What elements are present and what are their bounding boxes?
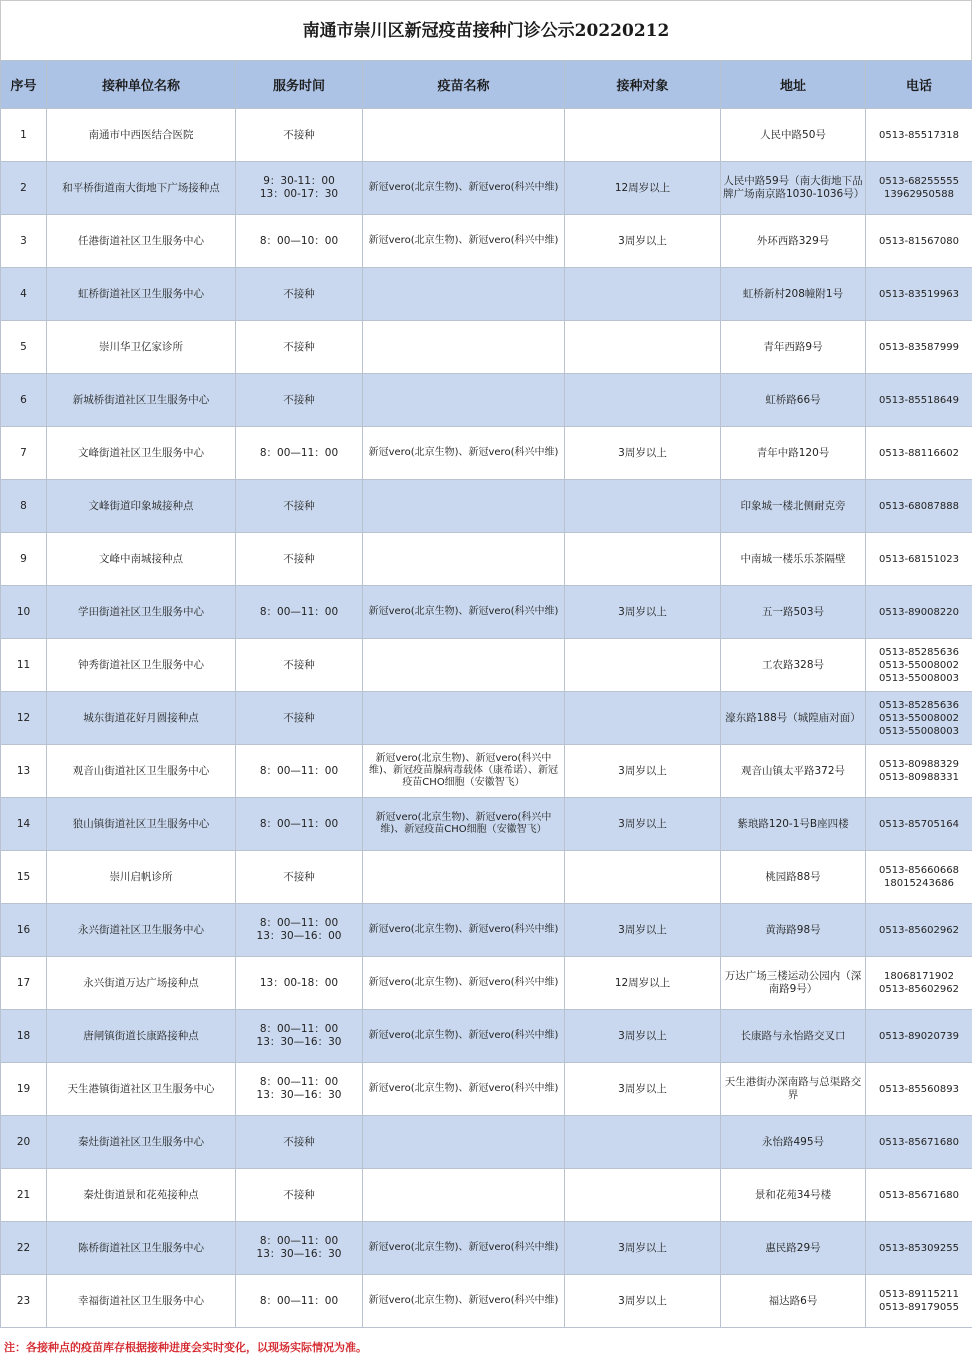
row-number: 17 <box>1 957 47 1010</box>
table-header-row <box>1 61 972 109</box>
clinic-name: 崇川启帆诊所 <box>47 851 236 904</box>
table-row <box>1 321 972 374</box>
clinic-phone: 0513-85671680 <box>866 1169 972 1222</box>
clinic-name: 秦灶街道社区卫生服务中心 <box>47 1116 236 1169</box>
service-time: 不接种 <box>236 109 363 162</box>
row-number: 16 <box>1 904 47 957</box>
table-row <box>1 268 972 321</box>
table-row <box>1 586 972 639</box>
clinic-address: 长康路与永怡路交叉口 <box>721 1010 866 1063</box>
clinic-address: 福达路6号 <box>721 1275 866 1328</box>
service-time: 不接种 <box>236 480 363 533</box>
table-row <box>1 480 972 533</box>
vaccine-names: 新冠vero(北京生物)、新冠vero(科兴中维) <box>363 586 565 639</box>
clinic-address: 人民中路50号 <box>721 109 866 162</box>
clinic-name: 学田街道社区卫生服务中心 <box>47 586 236 639</box>
target-group <box>565 639 721 692</box>
clinic-phone: 0513-68255555 13962950588 <box>866 162 972 215</box>
table-row <box>1 957 972 1010</box>
vaccine-names: 新冠vero(北京生物)、新冠vero(科兴中维) <box>363 1275 565 1328</box>
column-header-name: 接种单位名称 <box>47 61 236 109</box>
table-row <box>1 533 972 586</box>
table-row <box>1 1010 972 1063</box>
clinic-address: 惠民路29号 <box>721 1222 866 1275</box>
target-group <box>565 533 721 586</box>
clinic-name: 唐闸镇街道长康路接种点 <box>47 1010 236 1063</box>
service-time: 8：00—11：00 13：30—16：30 <box>236 1063 363 1116</box>
clinic-phone: 0513-85671680 <box>866 1116 972 1169</box>
clinic-name: 南通市中西医结合医院 <box>47 109 236 162</box>
target-group <box>565 374 721 427</box>
row-number: 10 <box>1 586 47 639</box>
row-number: 11 <box>1 639 47 692</box>
clinic-phone: 0513-85285636 0513-55008002 0513-55008003 <box>866 639 972 692</box>
clinic-phone: 0513-85602962 <box>866 904 972 957</box>
clinic-address: 桃园路88号 <box>721 851 866 904</box>
target-group <box>565 1116 721 1169</box>
row-number: 19 <box>1 1063 47 1116</box>
vaccine-names <box>363 374 565 427</box>
table-row <box>1 1275 972 1328</box>
target-group: 3周岁以上 <box>565 1222 721 1275</box>
column-header-time: 服务时间 <box>236 61 363 109</box>
service-time: 8：00—11：00 13：30—16：30 <box>236 1222 363 1275</box>
vaccine-names: 新冠vero(北京生物)、新冠vero(科兴中维) <box>363 162 565 215</box>
target-group: 12周岁以上 <box>565 957 721 1010</box>
clinic-phone: 0513-88116602 <box>866 427 972 480</box>
clinic-name: 城东街道花好月圆接种点 <box>47 692 236 745</box>
target-group: 3周岁以上 <box>565 904 721 957</box>
target-group <box>565 480 721 533</box>
clinic-address: 濠东路188号（城隍庙对面） <box>721 692 866 745</box>
clinic-address: 中南城一楼乐乐茶隔壁 <box>721 533 866 586</box>
footnote: 注：各接种点的疫苗库存根据接种进度会实时变化，以现场实际情况为准。 <box>0 1328 972 1368</box>
service-time: 不接种 <box>236 1116 363 1169</box>
column-header-vaccine: 疫苗名称 <box>363 61 565 109</box>
row-number: 8 <box>1 480 47 533</box>
clinic-name: 秦灶街道景和花苑接种点 <box>47 1169 236 1222</box>
row-number: 23 <box>1 1275 47 1328</box>
service-time: 8：00—11：00 <box>236 798 363 851</box>
clinic-table <box>0 60 972 1328</box>
service-time: 不接种 <box>236 1169 363 1222</box>
vaccine-names: 新冠vero(北京生物)、新冠vero(科兴中维)、新冠疫苗腺病毒载体（康希诺）、新冠疫苗CHO细胞（安徽智飞） <box>363 745 565 798</box>
vaccine-names <box>363 692 565 745</box>
service-time: 不接种 <box>236 692 363 745</box>
table-row <box>1 745 972 798</box>
vaccine-names <box>363 321 565 374</box>
clinic-name: 钟秀街道社区卫生服务中心 <box>47 639 236 692</box>
clinic-phone: 0513-89020739 <box>866 1010 972 1063</box>
target-group: 3周岁以上 <box>565 1275 721 1328</box>
clinic-address: 青年中路120号 <box>721 427 866 480</box>
column-header-target: 接种对象 <box>565 61 721 109</box>
clinic-name: 虹桥街道社区卫生服务中心 <box>47 268 236 321</box>
service-time: 不接种 <box>236 533 363 586</box>
table-row <box>1 162 972 215</box>
service-time: 8：00—11：00 13：30—16：00 <box>236 904 363 957</box>
clinic-address: 永怡路495号 <box>721 1116 866 1169</box>
vaccine-names <box>363 268 565 321</box>
clinic-phone: 0513-68151023 <box>866 533 972 586</box>
clinic-address: 虹桥路66号 <box>721 374 866 427</box>
table-row <box>1 109 972 162</box>
clinic-phone: 0513-85705164 <box>866 798 972 851</box>
service-time: 8：00—11：00 <box>236 427 363 480</box>
clinic-address: 五一路503号 <box>721 586 866 639</box>
service-time: 8：00—11：00 <box>236 745 363 798</box>
service-time: 8：00—11：00 <box>236 1275 363 1328</box>
target-group <box>565 109 721 162</box>
clinic-name: 文峰街道印象城接种点 <box>47 480 236 533</box>
clinic-address: 工农路328号 <box>721 639 866 692</box>
table-row <box>1 639 972 692</box>
row-number: 7 <box>1 427 47 480</box>
target-group: 3周岁以上 <box>565 1063 721 1116</box>
vaccine-names: 新冠vero(北京生物)、新冠vero(科兴中维) <box>363 1222 565 1275</box>
table-row <box>1 1063 972 1116</box>
clinic-phone: 0513-81567080 <box>866 215 972 268</box>
row-number: 1 <box>1 109 47 162</box>
row-number: 9 <box>1 533 47 586</box>
row-number: 22 <box>1 1222 47 1275</box>
service-time: 不接种 <box>236 374 363 427</box>
clinic-address: 天生港街办深南路与总渠路交界 <box>721 1063 866 1116</box>
table-row <box>1 692 972 745</box>
clinic-phone: 0513-80988329 0513-80988331 <box>866 745 972 798</box>
row-number: 13 <box>1 745 47 798</box>
row-number: 5 <box>1 321 47 374</box>
clinic-name: 永兴街道万达广场接种点 <box>47 957 236 1010</box>
row-number: 20 <box>1 1116 47 1169</box>
target-group: 3周岁以上 <box>565 427 721 480</box>
table-row <box>1 798 972 851</box>
service-time: 8：00—11：00 13：30—16：30 <box>236 1010 363 1063</box>
vaccine-names <box>363 480 565 533</box>
clinic-name: 观音山街道社区卫生服务中心 <box>47 745 236 798</box>
target-group: 3周岁以上 <box>565 798 721 851</box>
clinic-phone: 0513-85518649 <box>866 374 972 427</box>
clinic-name: 永兴街道社区卫生服务中心 <box>47 904 236 957</box>
table-row <box>1 1169 972 1222</box>
clinic-address: 黄海路98号 <box>721 904 866 957</box>
vaccine-names <box>363 533 565 586</box>
vaccine-names <box>363 1116 565 1169</box>
vaccine-names: 新冠vero(北京生物)、新冠vero(科兴中维) <box>363 957 565 1010</box>
clinic-address: 景和花苑34号楼 <box>721 1169 866 1222</box>
service-time: 8：00—11：00 <box>236 586 363 639</box>
clinic-address: 外环西路329号 <box>721 215 866 268</box>
row-number: 18 <box>1 1010 47 1063</box>
service-time: 13：00-18：00 <box>236 957 363 1010</box>
clinic-phone: 0513-68087888 <box>866 480 972 533</box>
target-group <box>565 692 721 745</box>
vaccine-names <box>363 1169 565 1222</box>
vaccine-names <box>363 851 565 904</box>
row-number: 6 <box>1 374 47 427</box>
vaccine-names: 新冠vero(北京生物)、新冠vero(科兴中维) <box>363 1063 565 1116</box>
table-row <box>1 215 972 268</box>
table-row <box>1 374 972 427</box>
service-time: 9：30-11：00 13：00-17：30 <box>236 162 363 215</box>
clinic-name: 任港街道社区卫生服务中心 <box>47 215 236 268</box>
clinic-name: 天生港镇街道社区卫生服务中心 <box>47 1063 236 1116</box>
service-time: 不接种 <box>236 639 363 692</box>
row-number: 21 <box>1 1169 47 1222</box>
table-row <box>1 1222 972 1275</box>
target-group <box>565 321 721 374</box>
clinic-address: 印象城一楼北侧耐克旁 <box>721 480 866 533</box>
service-time: 不接种 <box>236 851 363 904</box>
column-header-address: 地址 <box>721 61 866 109</box>
row-number: 4 <box>1 268 47 321</box>
target-group <box>565 268 721 321</box>
clinic-name: 文峰街道社区卫生服务中心 <box>47 427 236 480</box>
target-group <box>565 851 721 904</box>
vaccine-names: 新冠vero(北京生物)、新冠vero(科兴中维) <box>363 904 565 957</box>
target-group: 12周岁以上 <box>565 162 721 215</box>
clinic-name: 狼山镇街道社区卫生服务中心 <box>47 798 236 851</box>
clinic-phone: 0513-89008220 <box>866 586 972 639</box>
service-time: 不接种 <box>236 321 363 374</box>
clinic-phone: 0513-89115211 0513-89179055 <box>866 1275 972 1328</box>
column-header-phone: 电话 <box>866 61 972 109</box>
clinic-phone: 0513-85560893 <box>866 1063 972 1116</box>
vaccine-names: 新冠vero(北京生物)、新冠vero(科兴中维) <box>363 427 565 480</box>
clinic-phone: 0513-85309255 <box>866 1222 972 1275</box>
clinic-address: 万达广场三楼运动公园内（深南路9号） <box>721 957 866 1010</box>
clinic-phone: 0513-83587999 <box>866 321 972 374</box>
vaccine-names: 新冠vero(北京生物)、新冠vero(科兴中维)、新冠疫苗CHO细胞（安徽智飞） <box>363 798 565 851</box>
clinic-name: 幸福街道社区卫生服务中心 <box>47 1275 236 1328</box>
clinic-phone: 0513-83519963 <box>866 268 972 321</box>
service-time: 8：00—10：00 <box>236 215 363 268</box>
vaccine-names <box>363 639 565 692</box>
clinic-name: 陈桥街道社区卫生服务中心 <box>47 1222 236 1275</box>
target-group: 3周岁以上 <box>565 586 721 639</box>
clinic-address: 青年西路9号 <box>721 321 866 374</box>
clinic-address: 观音山镇太平路372号 <box>721 745 866 798</box>
column-header-no: 序号 <box>1 61 47 109</box>
clinic-address: 虹桥新村208幢附1号 <box>721 268 866 321</box>
target-group: 3周岁以上 <box>565 1010 721 1063</box>
table-row <box>1 851 972 904</box>
clinic-address: 人民中路59号（南大街地下品牌广场南京路1030-1036号） <box>721 162 866 215</box>
vaccine-names <box>363 109 565 162</box>
target-group <box>565 1169 721 1222</box>
target-group: 3周岁以上 <box>565 215 721 268</box>
clinic-phone: 0513-85517318 <box>866 109 972 162</box>
target-group: 3周岁以上 <box>565 745 721 798</box>
vaccine-names: 新冠vero(北京生物)、新冠vero(科兴中维) <box>363 215 565 268</box>
clinic-phone: 0513-85285636 0513-55008002 0513-55008003 <box>866 692 972 745</box>
clinic-name: 文峰中南城接种点 <box>47 533 236 586</box>
clinic-name: 新城桥街道社区卫生服务中心 <box>47 374 236 427</box>
row-number: 2 <box>1 162 47 215</box>
row-number: 15 <box>1 851 47 904</box>
row-number: 3 <box>1 215 47 268</box>
table-row <box>1 1116 972 1169</box>
table-row <box>1 904 972 957</box>
clinic-name: 和平桥街道南大街地下广场接种点 <box>47 162 236 215</box>
clinic-name: 崇川华卫亿家诊所 <box>47 321 236 374</box>
table-row <box>1 427 972 480</box>
clinic-phone: 18068171902 0513-85602962 <box>866 957 972 1010</box>
row-number: 14 <box>1 798 47 851</box>
vaccine-names: 新冠vero(北京生物)、新冠vero(科兴中维) <box>363 1010 565 1063</box>
page-title: 南通市崇川区新冠疫苗接种门诊公示20220212 <box>0 0 972 60</box>
clinic-phone: 0513-85660668 18015243686 <box>866 851 972 904</box>
service-time: 不接种 <box>236 268 363 321</box>
clinic-address: 紫琅路120-1号B座四楼 <box>721 798 866 851</box>
row-number: 12 <box>1 692 47 745</box>
